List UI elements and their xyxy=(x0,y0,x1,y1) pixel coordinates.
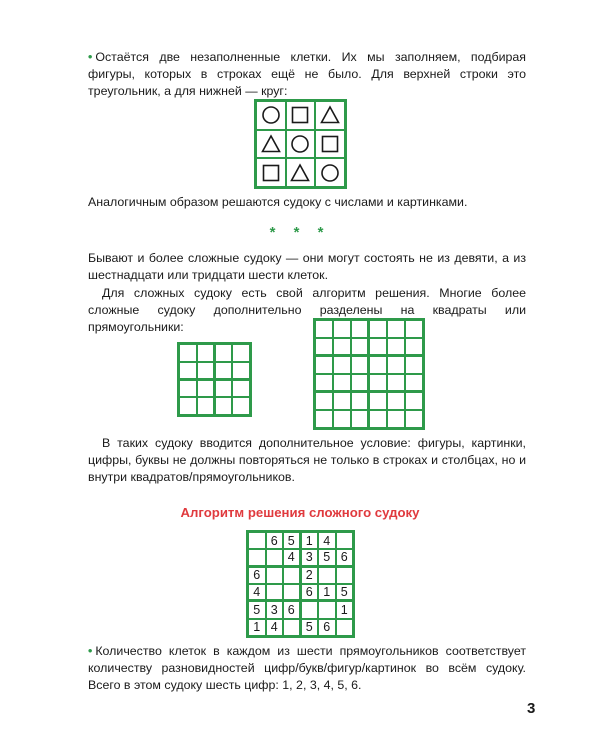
intro-text: Остаётся две незаполненные клетки. Их мы заполняем, подбирая фигуры, которых в строках ещё не было. Для верхней строки это треугольник, а для нижней — круг: xyxy=(88,50,526,99)
sudoku-cell xyxy=(283,619,301,636)
sudoku-cell xyxy=(318,567,336,584)
grid-cell xyxy=(333,338,351,356)
sudoku-cell: 6 xyxy=(318,619,336,636)
grid-cell xyxy=(232,397,250,415)
shape-sudoku-grid xyxy=(254,99,347,189)
sudoku-cell xyxy=(266,549,284,566)
grid-cell xyxy=(369,374,387,392)
grid-cell xyxy=(387,410,405,428)
grid-cell xyxy=(387,356,405,374)
sudoku-cell: 1 xyxy=(248,619,266,636)
bullet-icon: • xyxy=(88,50,93,64)
grid-cell xyxy=(387,374,405,392)
grid-cell xyxy=(351,338,369,356)
grid-cell xyxy=(387,320,405,338)
sudoku-cell: 1 xyxy=(318,584,336,601)
sudoku-cell: 1 xyxy=(336,601,354,618)
grid-cell xyxy=(369,320,387,338)
grid-cell xyxy=(351,392,369,410)
grid-cell xyxy=(179,344,197,362)
sudoku-cell xyxy=(248,532,266,549)
example-sudoku-grid xyxy=(246,530,355,638)
grid-cell xyxy=(215,344,233,362)
grid-cell xyxy=(387,338,405,356)
sudoku-cell xyxy=(336,567,354,584)
grid-cell xyxy=(179,397,197,415)
sudoku-cell: 5 xyxy=(283,532,301,549)
square-icon xyxy=(315,130,345,159)
circle-icon xyxy=(286,130,316,159)
page-number: 3 xyxy=(527,700,536,717)
grid-cell xyxy=(405,410,423,428)
sudoku-cell: 6 xyxy=(336,549,354,566)
bullet-icon: • xyxy=(88,644,93,658)
sudoku-cell xyxy=(283,567,301,584)
grid-cell xyxy=(351,410,369,428)
grid-cell xyxy=(333,392,351,410)
sudoku-cell xyxy=(266,584,284,601)
sudoku-cell xyxy=(266,567,284,584)
sudoku-cell xyxy=(248,549,266,566)
grid-cell xyxy=(315,320,333,338)
sudoku-cell: 4 xyxy=(283,549,301,566)
grid-cell xyxy=(351,374,369,392)
grid-cell xyxy=(369,356,387,374)
grid-cell xyxy=(315,392,333,410)
grid-36-cells xyxy=(313,318,425,430)
section-heading: Алгоритм решения сложного судоку xyxy=(180,505,420,520)
grid-cell xyxy=(333,410,351,428)
sudoku-cell: 5 xyxy=(336,584,354,601)
sudoku-cell: 5 xyxy=(301,619,319,636)
sudoku-cell: 1 xyxy=(301,532,319,549)
triangle-icon xyxy=(286,158,316,187)
grid-cell xyxy=(232,380,250,398)
section-separator: * * * xyxy=(269,224,331,241)
grid-cell xyxy=(315,338,333,356)
final-text: Количество клеток в каждом из шести прямоугольников соответствует количеству разновидностей цифр/букв/фигур/картинок во всём судоку. Всего в этом судоку шесть цифр: 1, 2, 3, 4, 5, 6. xyxy=(88,644,526,693)
grid-cell xyxy=(179,380,197,398)
grid-cell xyxy=(387,392,405,410)
circle-icon xyxy=(256,101,286,130)
sudoku-cell: 6 xyxy=(301,584,319,601)
complex-paragraph-2: Для сложных судоку есть свой алгоритм решения. Многие более сложные судоку дополнительно разделены на квадраты или прямоугольники: xyxy=(88,286,526,335)
sudoku-cell: 6 xyxy=(248,567,266,584)
grid-cell xyxy=(333,320,351,338)
final-paragraph xyxy=(88,643,526,695)
condition-paragraph: В таких судоку вводится дополнительное условие: фигуры, картинки, цифры, буквы не должны повторяться не только в строках и столбцах, но и внутри квадратов/прямоугольников. xyxy=(88,436,526,485)
sudoku-cell: 3 xyxy=(266,601,284,618)
sudoku-cell: 3 xyxy=(301,549,319,566)
grid-cell xyxy=(369,392,387,410)
grid-cell xyxy=(215,397,233,415)
grid-cell xyxy=(215,362,233,380)
grid-cell xyxy=(405,392,423,410)
complex-paragraph-1: Бывают и более сложные судоку — они могут состоять не из девяти, а из шестнадцати или тридцати шести клеток. xyxy=(88,251,526,283)
grid-cell xyxy=(197,397,215,415)
similar-paragraph: Аналогичным образом решаются судоку с числами и картинками. xyxy=(88,195,468,209)
grid-cell xyxy=(369,338,387,356)
sudoku-cell: 6 xyxy=(266,532,284,549)
sudoku-cell: 4 xyxy=(318,532,336,549)
grid-cell xyxy=(315,410,333,428)
grid-cell xyxy=(333,374,351,392)
sudoku-cell xyxy=(301,601,319,618)
sudoku-cell xyxy=(283,584,301,601)
sudoku-cell: 4 xyxy=(248,584,266,601)
grid-cell xyxy=(405,356,423,374)
grid-cell xyxy=(405,338,423,356)
grid-16-cells xyxy=(177,342,252,417)
sudoku-cell xyxy=(336,619,354,636)
sudoku-cell: 5 xyxy=(318,549,336,566)
grid-cell xyxy=(197,362,215,380)
grid-cell xyxy=(405,374,423,392)
triangle-icon xyxy=(315,101,345,130)
grid-cell xyxy=(232,344,250,362)
grid-cell xyxy=(197,344,215,362)
sudoku-cell: 6 xyxy=(283,601,301,618)
grid-cell xyxy=(351,320,369,338)
intro-paragraph xyxy=(88,49,526,101)
sudoku-cell xyxy=(318,601,336,618)
sudoku-cell xyxy=(336,532,354,549)
grid-cell xyxy=(232,362,250,380)
sudoku-cell: 4 xyxy=(266,619,284,636)
grid-cell xyxy=(369,410,387,428)
circle-icon xyxy=(315,158,345,187)
square-icon xyxy=(256,158,286,187)
triangle-icon xyxy=(256,130,286,159)
grid-cell xyxy=(197,380,215,398)
grid-cell xyxy=(315,356,333,374)
grid-cell xyxy=(333,356,351,374)
grid-cell xyxy=(179,362,197,380)
grid-cell xyxy=(215,380,233,398)
grid-cell xyxy=(315,374,333,392)
square-icon xyxy=(286,101,316,130)
sudoku-cell: 2 xyxy=(301,567,319,584)
sudoku-cell: 5 xyxy=(248,601,266,618)
grid-cell xyxy=(351,356,369,374)
grid-cell xyxy=(405,320,423,338)
